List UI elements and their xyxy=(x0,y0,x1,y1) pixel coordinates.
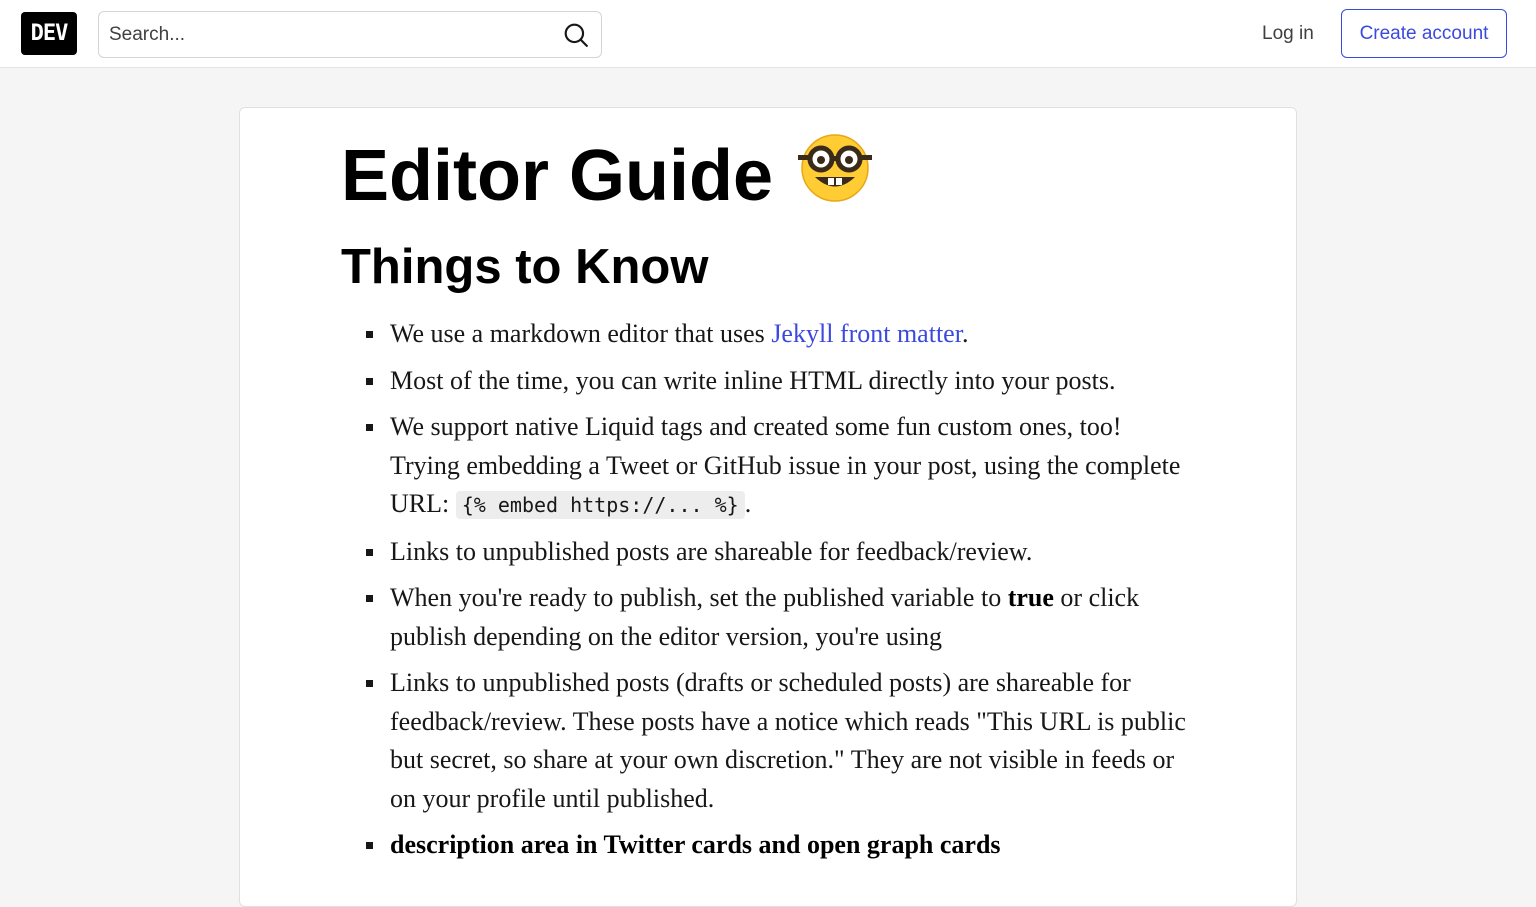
list-item xyxy=(390,579,1190,656)
list-item xyxy=(390,826,1190,865)
list-item-text: Links to unpublished posts (drafts or scheduled posts) are shareable for feedback/review. These posts have a notice which reads "This URL is public but secret, so share at your own discretion." They are not visible in feeds or on your profile until published. xyxy=(390,668,1186,813)
nerd-face-icon xyxy=(795,130,875,221)
list-item-bold-text: description area in Twitter cards and open graph cards xyxy=(390,830,1001,859)
list-item-text: Links to unpublished posts are shareable for feedback/review. xyxy=(390,536,1033,566)
page-title xyxy=(341,130,875,221)
list-item-text: . xyxy=(744,489,752,518)
embed-code-snippet: {% embed https://... %} xyxy=(456,491,745,519)
list-item-text: We support native Liquid tags and created some fun custom ones, too! Trying embedding a Tweet or GitHub issue in your post, using the complete URL: xyxy=(390,412,1181,518)
search-box xyxy=(98,11,602,58)
list-item xyxy=(390,664,1190,818)
things-to-know-list xyxy=(390,315,1190,873)
bold-true-text: true xyxy=(1007,583,1054,612)
list-item-text: We use a markdown editor that uses xyxy=(390,319,772,348)
list-item-text: Most of the time, you can write inline HTML directly into your posts. xyxy=(390,365,1116,395)
log-in-link[interactable]: Log in xyxy=(1262,22,1314,44)
list-item xyxy=(390,533,1190,572)
page-title-text: Editor Guide xyxy=(341,135,773,216)
list-item-text: . xyxy=(961,319,969,348)
search-input[interactable] xyxy=(109,12,549,57)
dev-logo[interactable]: DEV xyxy=(21,12,77,55)
list-item xyxy=(390,408,1190,525)
list-item xyxy=(390,362,1190,401)
top-navigation-bar xyxy=(0,0,1536,68)
jekyll-front-matter-link[interactable]: Jekyll front matter xyxy=(771,319,962,348)
search-icon[interactable] xyxy=(559,18,593,52)
list-item xyxy=(390,315,1190,354)
section-heading: Things to Know xyxy=(341,240,709,294)
create-account-button[interactable]: Create account xyxy=(1341,9,1507,58)
list-item-text: or click publish depending on the editor version, you're using xyxy=(390,583,1140,651)
list-item-text: When you're ready to publish, set the published variable to xyxy=(390,583,1008,612)
